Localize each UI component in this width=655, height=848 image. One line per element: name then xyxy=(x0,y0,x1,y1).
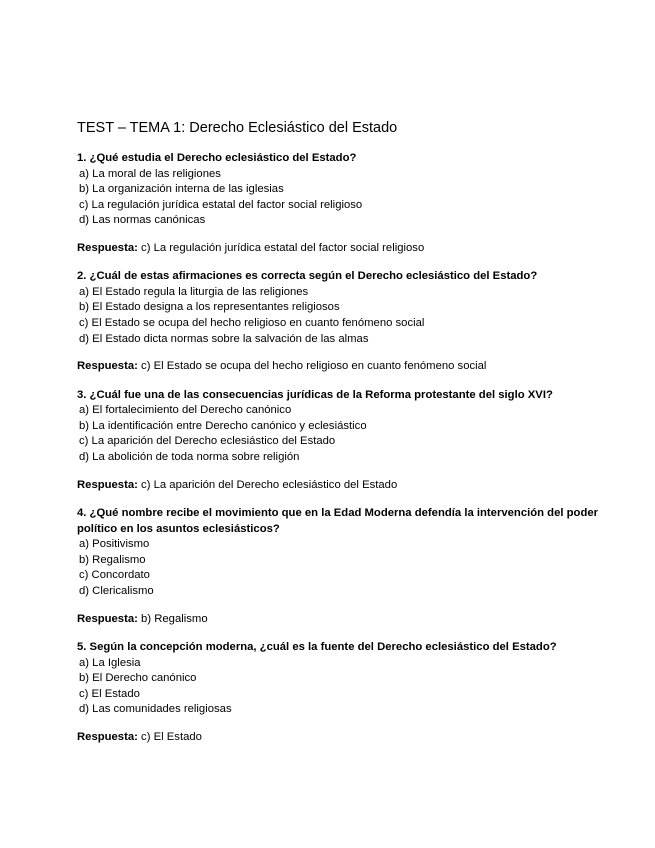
option-d: d) La abolición de toda norma sobre religión xyxy=(79,451,300,464)
answer xyxy=(77,730,617,746)
option-b: b) El Derecho canónico xyxy=(79,672,197,685)
answer xyxy=(77,241,617,257)
answer-text: c) El Estado xyxy=(137,730,202,743)
option-d: d) El Estado dicta normas sobre la salvación de las almas xyxy=(79,332,369,345)
option-b: b) Regalismo xyxy=(79,553,146,566)
answer xyxy=(77,478,617,494)
answer-label: Respuesta: xyxy=(77,730,138,743)
options-list xyxy=(77,285,617,347)
answer-label: Respuesta: xyxy=(77,360,138,373)
options-list xyxy=(77,537,617,599)
option-c: c) Concordato xyxy=(79,569,150,582)
answer xyxy=(77,612,617,628)
question-text: 1. ¿Qué estudia el Derecho eclesiástico del Estado? xyxy=(77,152,357,164)
options-list xyxy=(77,656,617,718)
option-b: b) La organización interna de las iglesias xyxy=(79,183,284,196)
option-c: c) El Estado xyxy=(79,687,140,700)
answer xyxy=(77,359,617,375)
option-a: a) El fortalecimiento del Derecho canónico xyxy=(79,404,292,417)
option-d: d) Las normas canónicas xyxy=(79,214,206,227)
question-text: 4. ¿Qué nombre recibe el movimiento que en la Edad Moderna defendía la intervención del poder político en los asuntos eclesiásticos? xyxy=(77,507,599,535)
question-text: 5. Según la concepción moderna, ¿cuál es la fuente del Derecho eclesiástico del Estado? xyxy=(77,641,557,653)
option-c: c) La aparición del Derecho eclesiástico del Estado xyxy=(79,435,336,448)
answer-text: c) La aparición del Derecho eclesiástico del Estado xyxy=(137,478,398,491)
answer-text: c) La regulación jurídica estatal del factor social religioso xyxy=(137,241,425,254)
answer-label: Respuesta: xyxy=(77,612,138,625)
answer-text: c) El Estado se ocupa del hecho religioso en cuanto fenómeno social xyxy=(137,360,487,373)
option-a: a) La Iglesia xyxy=(79,656,141,669)
document-title: TEST – TEMA 1: Derecho Eclesiástico del Estado xyxy=(77,120,398,136)
option-a: a) Positivismo xyxy=(79,538,150,551)
question-text: 2. ¿Cuál de estas afirmaciones es correcta según el Derecho eclesiástico del Estado? xyxy=(77,270,538,283)
option-b: b) La identificación entre Derecho canónico y eclesiástico xyxy=(79,419,367,432)
options-list xyxy=(77,403,617,465)
answer-text: b) Regalismo xyxy=(137,612,208,625)
option-b: b) El Estado designa a los representantes religiosos xyxy=(79,301,340,314)
answer-label: Respuesta: xyxy=(77,241,138,254)
answer-label: Respuesta: xyxy=(77,478,138,491)
option-a: a) El Estado regula la liturgia de las religiones xyxy=(79,285,309,298)
option-c: c) El Estado se ocupa del hecho religioso en cuanto fenómeno social xyxy=(79,317,425,330)
question-4 xyxy=(77,506,617,627)
option-c: c) La regulación jurídica estatal del factor social religioso xyxy=(79,198,363,211)
question-2 xyxy=(77,269,617,374)
document-page xyxy=(77,118,617,758)
option-d: d) Las comunidades religiosas xyxy=(79,703,232,716)
question-text: 3. ¿Cuál fue una de las consecuencias jurídicas de la Reforma protestante del siglo XVI? xyxy=(77,388,553,401)
options-list xyxy=(77,167,617,229)
option-d: d) Clericalismo xyxy=(79,584,154,597)
option-a: a) La moral de las religiones xyxy=(79,167,221,180)
question-3 xyxy=(77,388,617,493)
question-1 xyxy=(77,151,617,256)
question-5 xyxy=(77,640,617,745)
